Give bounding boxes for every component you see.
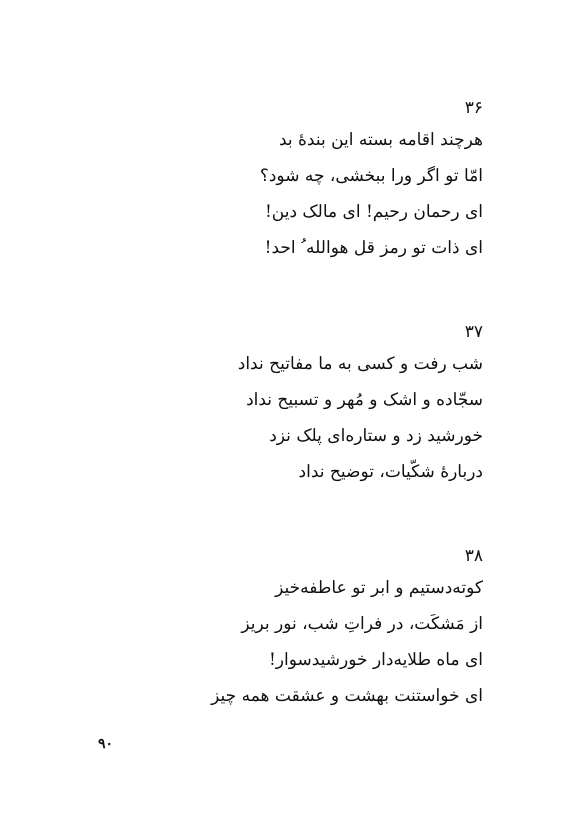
stanza-36 bbox=[163, 98, 483, 274]
verse-line: سجّاده و اشک و مُهر و تسبیح نداد bbox=[246, 390, 483, 410]
verse-line: ای خواستنت بهشت و عشقت همه چیز bbox=[211, 686, 483, 706]
stanza-38 bbox=[163, 546, 483, 722]
stanza-37 bbox=[163, 322, 483, 498]
verse-line: ای ماه طلایه‌دار خورشیدسوار! bbox=[268, 650, 483, 670]
verse-line: شب رفت و کسی به ما مفاتیح نداد bbox=[237, 354, 483, 374]
page-number: ۹۰ bbox=[98, 736, 114, 752]
verse-line: کوته‌دستیم و ابر تو عاطفه‌خیز bbox=[275, 578, 483, 598]
verse-line: ای رحمان رحیم! ای مالک دین! bbox=[264, 202, 483, 222]
verse-line: دربارهٔ شکّیات، توضیح نداد bbox=[298, 462, 483, 482]
verse-line: خورشید زد و ستاره‌ای پلک نزد bbox=[269, 426, 483, 446]
stanza-number: ۳۶ bbox=[464, 98, 483, 118]
verse-line: امّا تو اگر ورا ببخشی، چه شود؟ bbox=[259, 166, 483, 186]
stanza-number: ۳۸ bbox=[464, 546, 483, 566]
stanza-number: ۳۷ bbox=[464, 322, 483, 342]
verse-line: از مَشکَت، در فراتِ شب، نور بریز bbox=[241, 614, 483, 634]
verse-line: هرچند اقامه بسته این بندهٔ بد bbox=[278, 130, 483, 150]
verse-line: ای ذات تو رمز قل هوالله ُ احد! bbox=[264, 238, 483, 258]
